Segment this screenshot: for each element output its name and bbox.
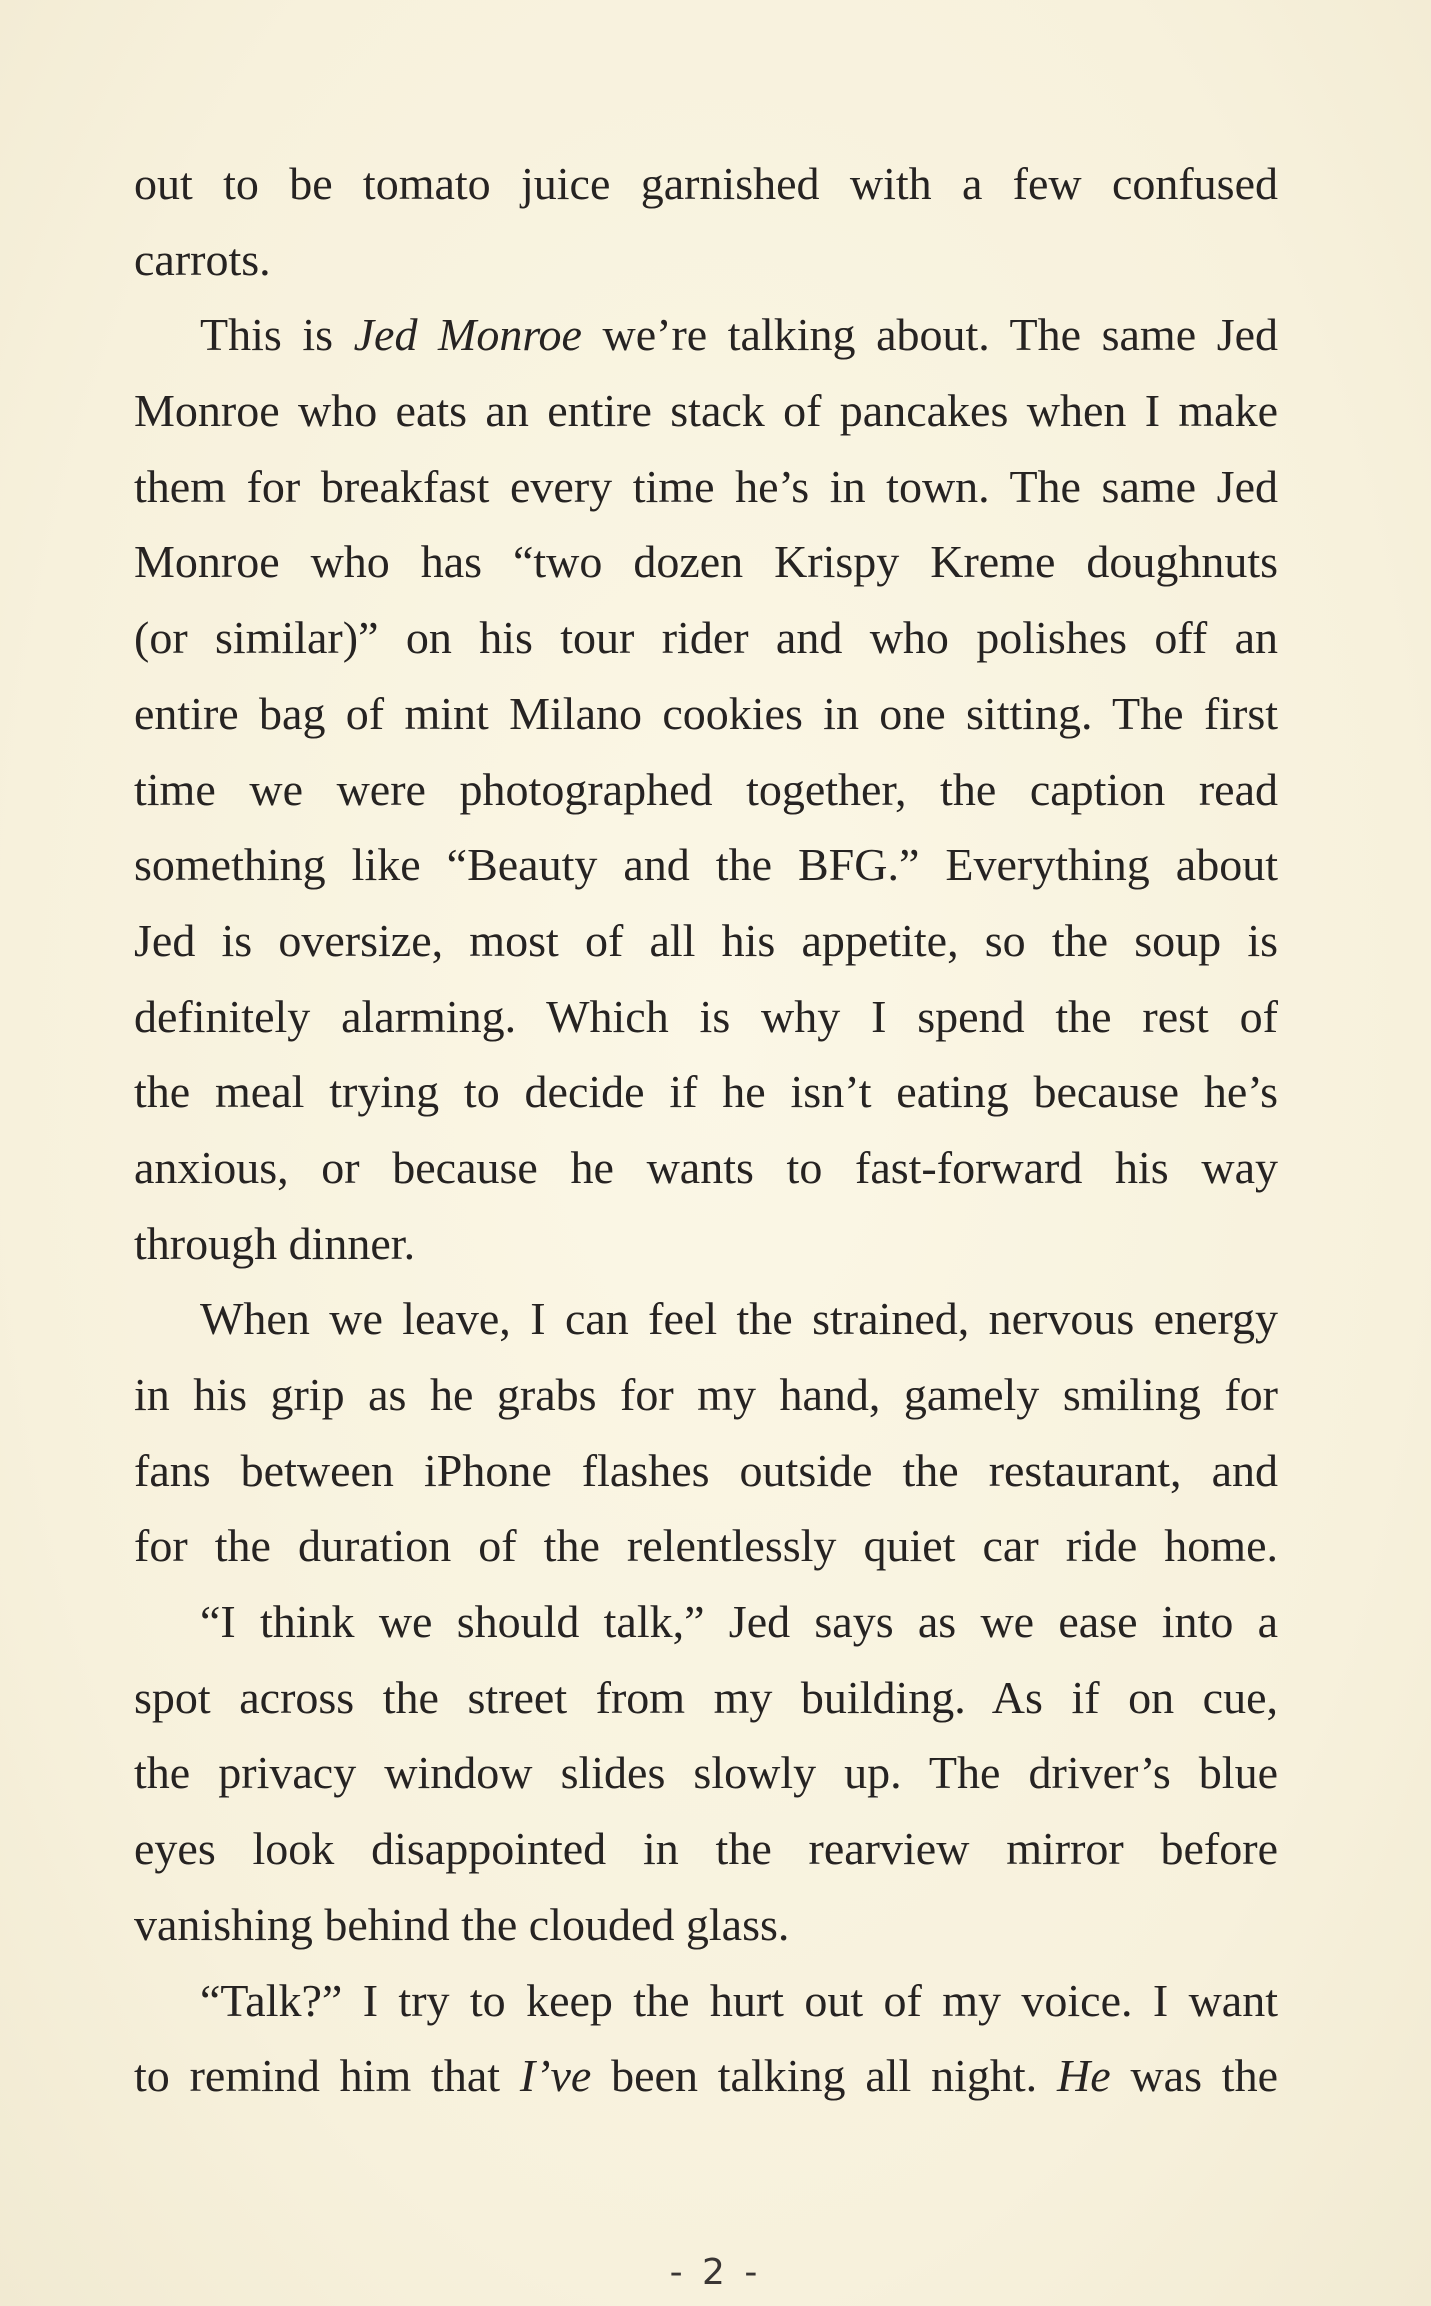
text-line bbox=[134, 297, 1278, 373]
page-number: - 2 - bbox=[669, 2252, 762, 2293]
text-line: definitely alarming. Which is why I spend the rest of bbox=[134, 990, 1278, 1042]
text-segment: to remind him that bbox=[134, 2050, 520, 2102]
text-line: When we leave, I can feel the strained, nervous energy bbox=[200, 1293, 1278, 1345]
text-line: Monroe who has “two dozen Krispy Kreme doughnuts bbox=[134, 536, 1278, 588]
text-line: for the duration of the relentlessly quiet car ride home. bbox=[134, 1520, 1278, 1572]
text-line: something like “Beauty and the BFG.” Everything about bbox=[134, 839, 1278, 891]
text-line: “I think we should talk,” Jed says as we ease into a bbox=[200, 1596, 1278, 1648]
text-line: anxious, or because he wants to fast-forward his way bbox=[134, 1141, 1278, 1193]
text-line bbox=[134, 2038, 1278, 2114]
text-line: them for breakfast every time he’s in town. The same Jed bbox=[134, 460, 1278, 512]
text-line: through dinner. bbox=[134, 1217, 416, 1269]
text-line: entire bag of mint Milano cookies in one sitting. The first bbox=[134, 687, 1278, 739]
text-line: the privacy window slides slowly up. The driver’s blue bbox=[134, 1747, 1278, 1799]
text-line: time we were photographed together, the caption read bbox=[134, 763, 1278, 815]
text-line: out to be tomato juice garnished with a few confused bbox=[134, 158, 1278, 209]
body-text bbox=[134, 146, 1278, 2114]
text-line: fans between iPhone flashes outside the restaurant, and bbox=[134, 1444, 1278, 1496]
text-line: spot across the street from my building. As if on cue, bbox=[134, 1671, 1278, 1723]
text-line: carrots. bbox=[134, 233, 271, 285]
text-segment: been talking all night. bbox=[591, 2050, 1057, 2102]
text-line: vanishing behind the clouded glass. bbox=[134, 1898, 790, 1950]
text-segment: we’re talking about. The same Jed bbox=[581, 309, 1278, 361]
italic-text: Jed Monroe bbox=[353, 309, 582, 361]
text-segment: was the bbox=[1110, 2050, 1278, 2102]
italic-text: I’ve bbox=[519, 2050, 592, 2102]
text-line: the meal trying to decide if he isn’t eating because he’s bbox=[134, 1066, 1278, 1118]
text-line: “Talk?” I try to keep the hurt out of my voice. I want bbox=[200, 1974, 1278, 2026]
text-line: (or similar)” on his tour rider and who polishes off an bbox=[134, 612, 1278, 664]
italic-text: He bbox=[1057, 2050, 1111, 2102]
text-line: Monroe who eats an entire stack of pancakes when I make bbox=[134, 385, 1278, 437]
text-line: Jed is oversize, most of all his appetite, so the soup is bbox=[134, 914, 1278, 966]
text-line: eyes look disappointed in the rearview mirror before bbox=[134, 1823, 1278, 1875]
text-segment: This is bbox=[200, 309, 354, 361]
text-line: in his grip as he grabs for my hand, gamely smiling for bbox=[134, 1369, 1278, 1420]
